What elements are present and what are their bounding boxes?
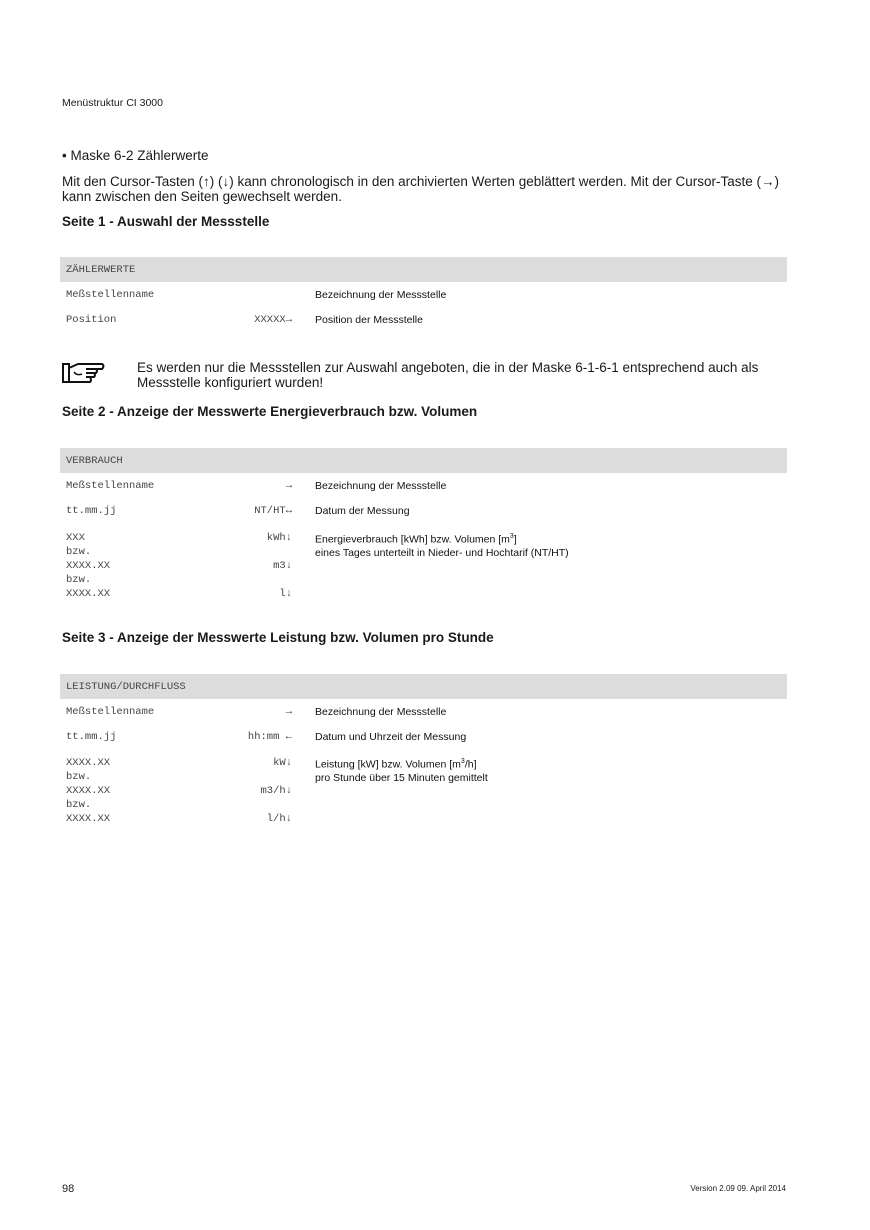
row-value: XXXXX→: [254, 314, 292, 326]
value-line: XXXX.XX: [66, 813, 111, 825]
note-text: Es werden nur die Messstellen zur Auswahl angeboten, die in der Maske 6-1-6-1 entsprechend auch als Messstelle konfiguriert wurden!: [137, 360, 759, 390]
value-line: XXX: [66, 532, 85, 544]
row-desc: Bezeichnung der Messstelle: [315, 480, 447, 492]
unit-line: m3↓: [273, 560, 292, 572]
row-value: →: [285, 706, 292, 718]
unit-line: m3/h↓: [260, 785, 292, 797]
value-line: XXXX.XX: [66, 588, 111, 600]
row-value: hh:mm ←: [247, 731, 292, 743]
screen-title: LEISTUNG/DURCHFLUSS: [66, 681, 186, 693]
value-line: XXXX.XX: [66, 785, 111, 797]
row-desc: Bezeichnung der Messstelle: [315, 706, 447, 718]
pointing-hand-icon: [62, 360, 106, 386]
screen-title-bar: [60, 448, 787, 473]
version-info: Version 2.09 09. April 2014: [690, 1184, 786, 1193]
block-desc: Leistung [kW] bzw. Volumen $[m^3/h]$ pro Stunde über 15 Minuten gemittelt: [315, 758, 488, 784]
row-label: Position: [66, 314, 117, 326]
unit-line: l/h↓: [266, 813, 292, 825]
row-label: Meßstellenname: [66, 289, 155, 301]
row-desc: Position der Messstelle: [315, 314, 423, 326]
value-line: bzw.: [66, 574, 92, 586]
unit-lines: [260, 756, 292, 826]
row-desc: Datum der Messung: [315, 505, 410, 517]
section3-heading: Seite 3 - Anzeige der Messwerte Leistung bzw. Volumen pro Stunde: [62, 630, 494, 645]
screen-title: ZÄHLERWERTE: [66, 264, 136, 276]
row-label: Meßstellenname: [66, 706, 155, 718]
screen-title-bar: [60, 257, 787, 282]
intro-paragraph: Mit den Cursor-Tasten (↑) (↓) kann chronologisch in den archivierten Werten geblättert werden. Mit der Cursor-Taste (→) kann zwischen den Seiten gewechselt werden.: [62, 174, 780, 204]
row-label: Meßstellenname: [66, 480, 155, 492]
value-line: XXXX.XX: [66, 757, 111, 769]
row-label: tt.mm.jj: [66, 505, 117, 517]
section1-heading: Seite 1 - Auswahl der Messstelle: [62, 214, 270, 229]
block-desc: Energieverbrauch [kWh] bzw. Volumen $[m^3]$ eines Tages unterteilt in Nieder- und Hochtarif (NT/HT): [315, 533, 569, 559]
running-header: Menüstruktur CI 3000: [62, 97, 163, 109]
value-line: bzw.: [66, 799, 92, 811]
row-desc: Datum und Uhrzeit der Messung: [315, 731, 467, 743]
unit-line: kWh↓: [266, 532, 292, 544]
unit-line: kW↓: [273, 757, 292, 769]
row-value: NT/HT↔: [254, 505, 292, 517]
value-line: bzw.: [66, 771, 92, 783]
row-desc: Bezeichnung der Messstelle: [315, 289, 447, 301]
row-label: tt.mm.jj: [66, 731, 117, 743]
unit-line: l↓: [279, 588, 292, 600]
bullet-text: Maske 6-2 Zählerwerte: [70, 148, 209, 163]
bullet-item: • Maske 6-2 Zählerwerte: [62, 148, 209, 163]
screen-title: VERBRAUCH: [66, 455, 123, 467]
value-line: XXXX.XX: [66, 560, 111, 572]
row-value: →: [285, 480, 292, 492]
section2-heading: Seite 2 - Anzeige der Messwerte Energieverbrauch bzw. Volumen: [62, 404, 478, 419]
page-number: 98: [62, 1183, 75, 1195]
value-lines: [66, 756, 110, 826]
value-lines: [66, 531, 110, 601]
unit-lines: [267, 531, 292, 601]
value-line: bzw.: [66, 546, 92, 558]
